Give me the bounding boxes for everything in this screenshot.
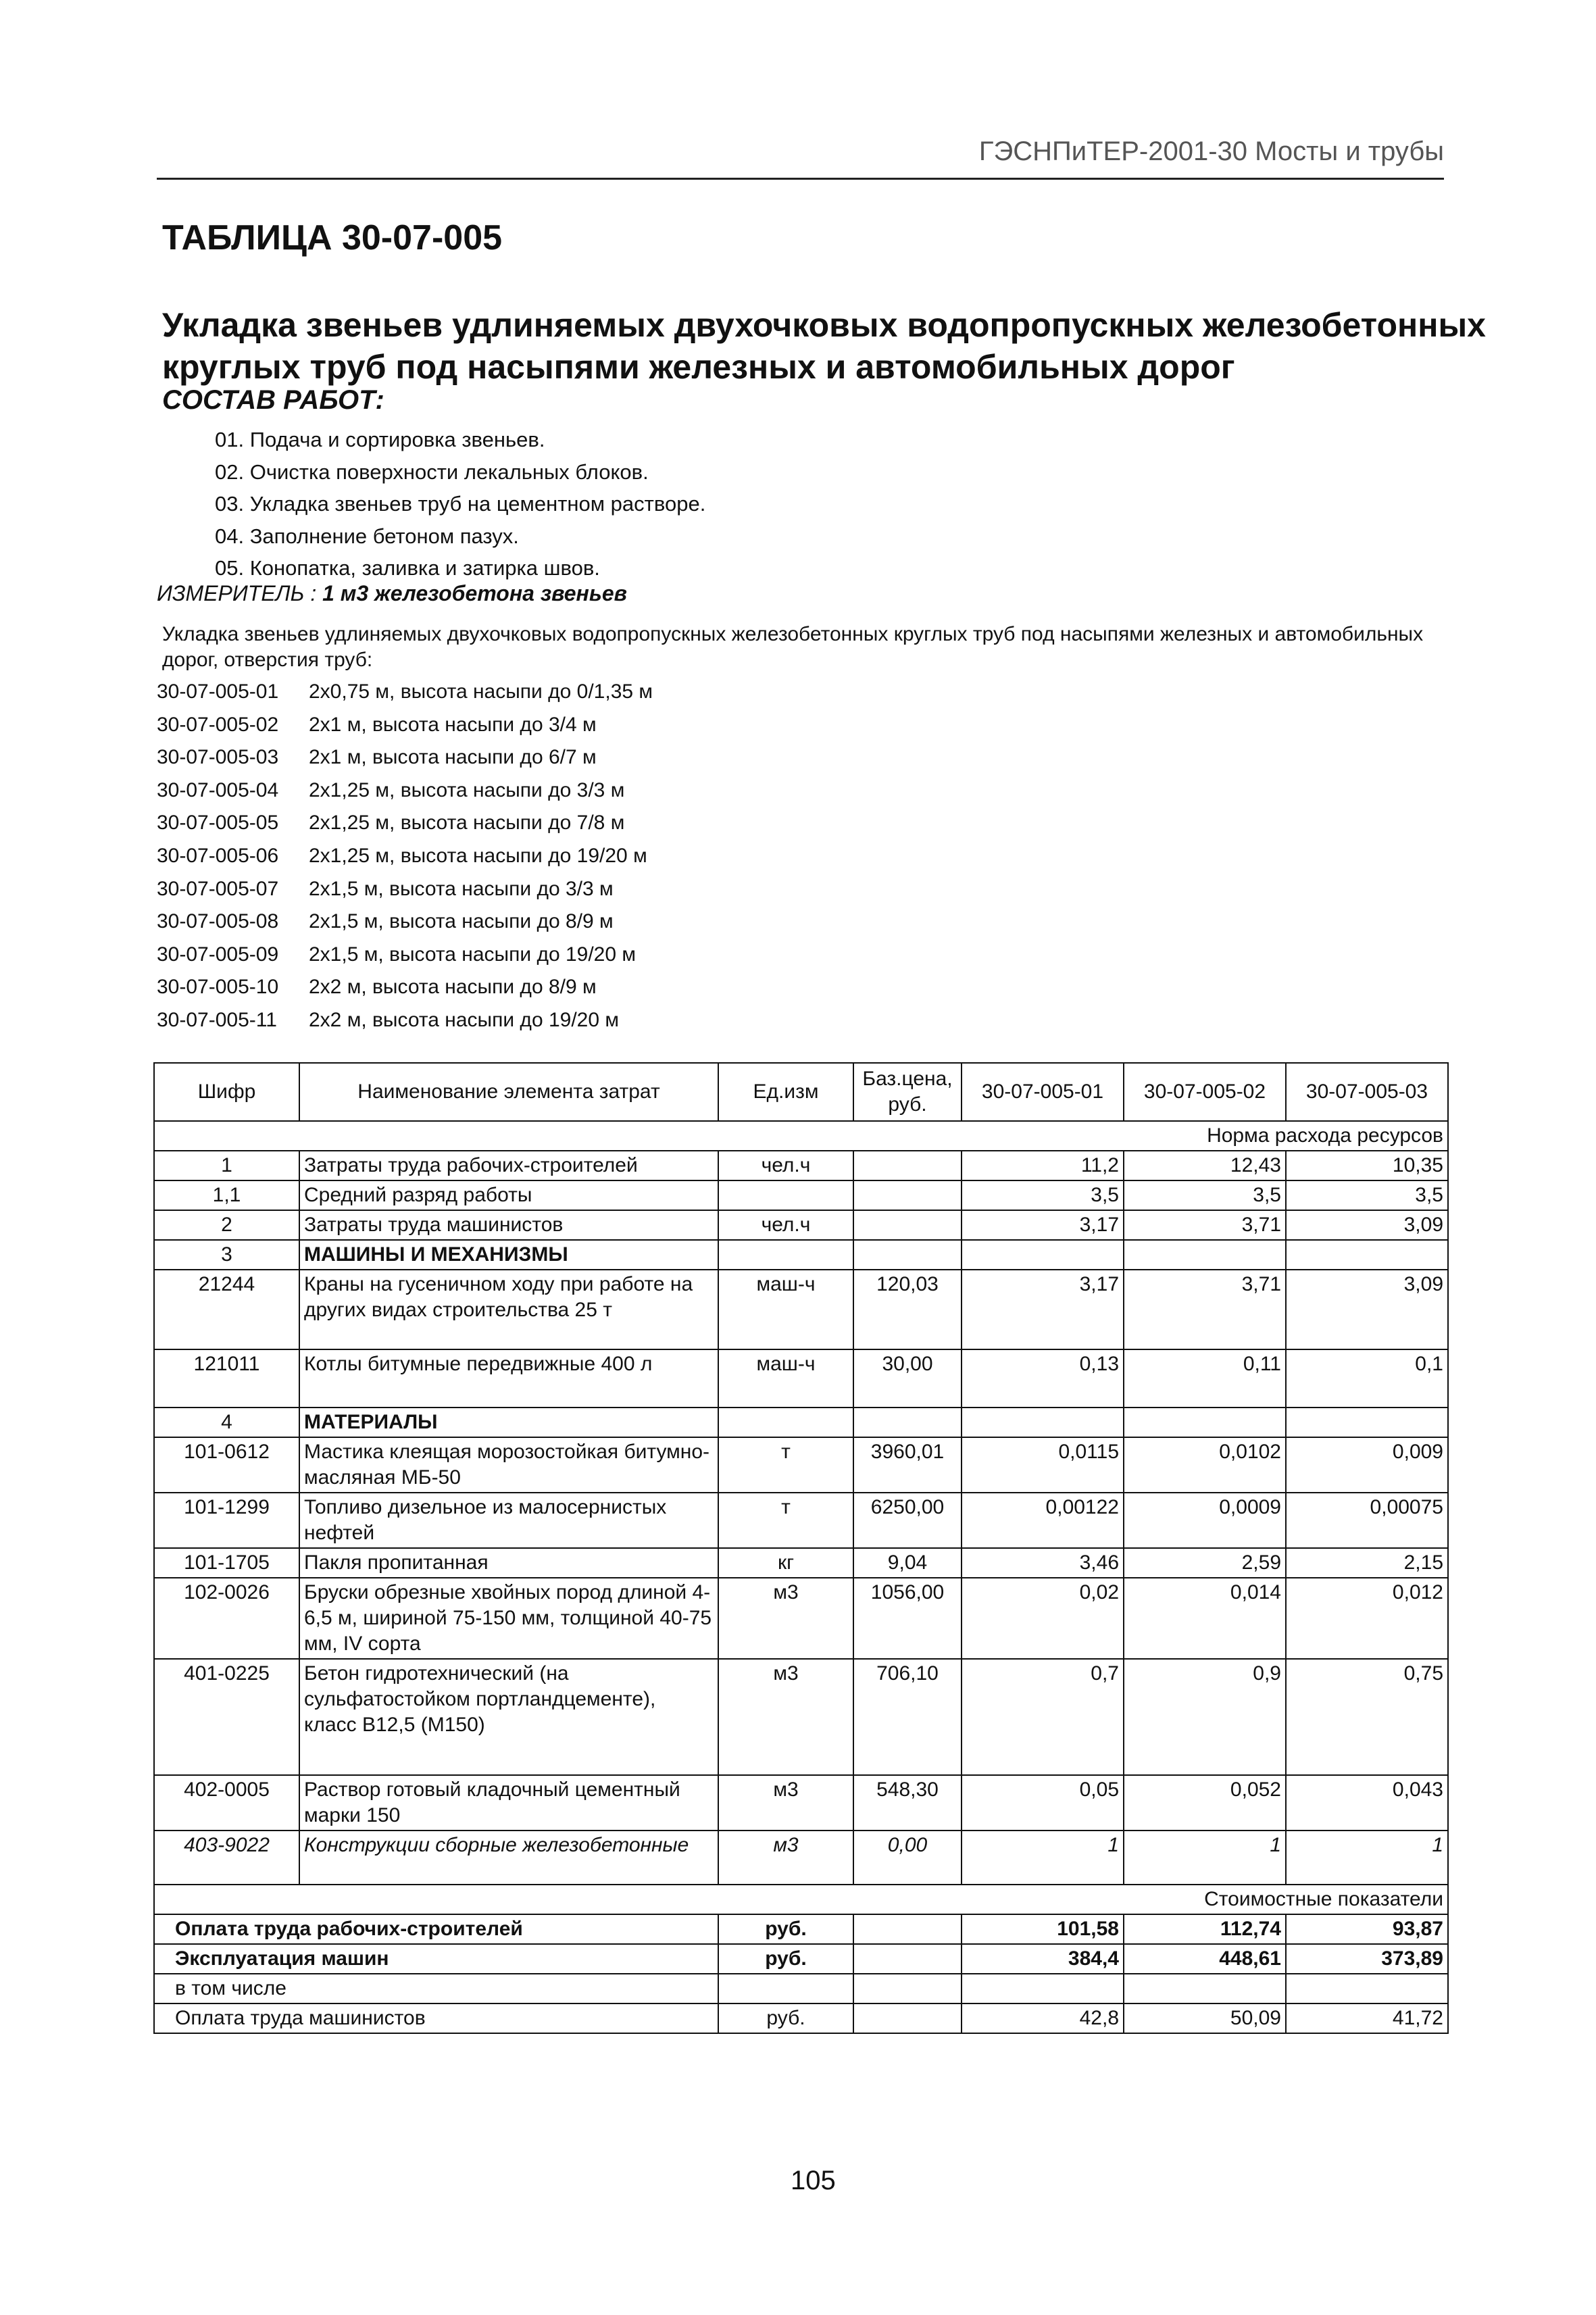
row-value-3: 3,09 xyxy=(1286,1270,1448,1349)
cost-value-2 xyxy=(1124,1974,1286,2003)
code-row xyxy=(157,845,653,878)
row-name: Пакля пропитанная xyxy=(299,1548,718,1578)
row-unit: маш-ч xyxy=(718,1349,853,1408)
row-unit: маш-ч xyxy=(718,1270,853,1349)
code-text: 2х1,25 м, высота насыпи до 3/3 м xyxy=(309,778,625,801)
meter-line xyxy=(157,581,627,606)
row-value-2: 3,71 xyxy=(1124,1210,1286,1240)
row-value-2: 0,052 xyxy=(1124,1775,1286,1831)
row-name: Средний разряд работы xyxy=(299,1180,718,1210)
row-price: 9,04 xyxy=(853,1548,962,1578)
table-header-row xyxy=(154,1063,1448,1121)
row-code: 2 xyxy=(154,1210,299,1240)
cost-value-1: 42,8 xyxy=(962,2003,1124,2033)
code: 30-07-005-07 xyxy=(157,877,279,900)
row-value-3: 1 xyxy=(1286,1831,1448,1885)
row-price: 6250,00 xyxy=(853,1493,962,1548)
row-value-2: 0,0102 xyxy=(1124,1437,1286,1493)
row-unit: кг xyxy=(718,1548,853,1578)
row-value-2: 2,59 xyxy=(1124,1548,1286,1578)
section-label: МАШИНЫ И МЕХАНИЗМЫ xyxy=(299,1240,718,1270)
resource-table xyxy=(153,1062,1449,2034)
row-code: 101-1705 xyxy=(154,1548,299,1578)
row-value-3: 0,00075 xyxy=(1286,1493,1448,1548)
table-row xyxy=(154,1270,1448,1349)
row-value-1: 0,7 xyxy=(962,1659,1124,1775)
row-price: 1056,00 xyxy=(853,1578,962,1659)
row-unit: чел.ч xyxy=(718,1151,853,1180)
row-value-1: 11,2 xyxy=(962,1151,1124,1180)
row-value-1: 0,0115 xyxy=(962,1437,1124,1493)
row-value-1: 3,17 xyxy=(962,1210,1124,1240)
row-unit: чел.ч xyxy=(718,1210,853,1240)
row-code: 102-0026 xyxy=(154,1578,299,1659)
table-row xyxy=(154,1659,1448,1775)
row-value-2: 0,11 xyxy=(1124,1349,1286,1408)
code-text: 2х0,75 м, высота насыпи до 0/1,35 м xyxy=(309,680,653,703)
row-value-3: 0,75 xyxy=(1286,1659,1448,1775)
code-row xyxy=(157,1009,653,1042)
work-item: 03. Укладка звеньев труб на цементном растворе. xyxy=(215,492,706,516)
row-value-2: 3,5 xyxy=(1124,1180,1286,1210)
cost-row xyxy=(154,2003,1448,2033)
table-row xyxy=(154,1548,1448,1578)
table-row xyxy=(154,1151,1448,1180)
cost-value-1 xyxy=(962,1974,1124,2003)
works-list xyxy=(215,424,705,584)
row-value-3: 0,012 xyxy=(1286,1578,1448,1659)
code-text: 2х1,5 м, высота насыпи до 3/3 м xyxy=(309,877,614,900)
cost-row xyxy=(154,1974,1448,2003)
table-row xyxy=(154,1831,1448,1885)
code-row xyxy=(157,812,653,845)
work-item: 04. Заполнение бетоном пазух. xyxy=(215,524,519,548)
cost-unit: руб. xyxy=(718,2003,853,2033)
row-value-1: 3,17 xyxy=(962,1270,1124,1349)
cost-label: Стоимостные показатели xyxy=(154,1885,1448,1914)
cost-unit: руб. xyxy=(718,1944,853,1974)
cost-name: Эксплуатация машин xyxy=(154,1944,718,1974)
row-value-1: 3,46 xyxy=(962,1548,1124,1578)
code: 30-07-005-09 xyxy=(157,943,279,966)
row-unit: м3 xyxy=(718,1659,853,1775)
code: 30-07-005-02 xyxy=(157,713,279,736)
cost-row xyxy=(154,1944,1448,1974)
codes-list xyxy=(157,680,653,1042)
row-price xyxy=(853,1180,962,1210)
code-text: 2х2 м, высота насыпи до 19/20 м xyxy=(309,1008,619,1031)
cost-value-1: 101,58 xyxy=(962,1914,1124,1944)
code: 30-07-005-06 xyxy=(157,844,279,867)
table-title: ТАБЛИЦА 30-07-005 xyxy=(162,218,503,257)
row-code: 21244 xyxy=(154,1270,299,1349)
cost-value-1: 384,4 xyxy=(962,1944,1124,1974)
meter-label: ИЗМЕРИТЕЛЬ : xyxy=(157,581,317,605)
row-unit: м3 xyxy=(718,1831,853,1885)
row-value-3: 3,5 xyxy=(1286,1180,1448,1210)
row-value-2: 3,71 xyxy=(1124,1270,1286,1349)
row-value-1: 0,00122 xyxy=(962,1493,1124,1548)
row-code: 101-1299 xyxy=(154,1493,299,1548)
row-price: 30,00 xyxy=(853,1349,962,1408)
code: 30-07-005-05 xyxy=(157,812,279,835)
row-name: Топливо дизельное из малосернистых нефтей xyxy=(299,1493,718,1548)
code-text: 2х1,25 м, высота насыпи до 7/8 м xyxy=(309,812,625,835)
row-value-3: 2,15 xyxy=(1286,1548,1448,1578)
section-label: МАТЕРИАЛЫ xyxy=(299,1408,718,1437)
code: 30-07-005-11 xyxy=(157,1008,277,1031)
section-row xyxy=(154,1408,1448,1437)
row-value-3: 0,009 xyxy=(1286,1437,1448,1493)
row-value-2: 0,0009 xyxy=(1124,1493,1286,1548)
cost-value-3: 41,72 xyxy=(1286,2003,1448,2033)
cost-name: Оплата труда рабочих-строителей xyxy=(154,1914,718,1944)
code: 30-07-005-03 xyxy=(157,746,279,769)
cost-name: в том числе xyxy=(154,1974,718,2003)
cost-label-row xyxy=(154,1885,1448,1914)
code-text: 2х1 м, высота насыпи до 6/7 м xyxy=(309,746,597,769)
cost-row xyxy=(154,1914,1448,1944)
header-cell: 30-07-005-02 xyxy=(1124,1063,1286,1121)
cost-unit xyxy=(718,1974,853,2003)
row-value-1: 3,5 xyxy=(962,1180,1124,1210)
row-code: 1 xyxy=(154,1151,299,1180)
row-value-1: 0,13 xyxy=(962,1349,1124,1408)
code-row xyxy=(157,910,653,943)
header-cell: 30-07-005-01 xyxy=(962,1063,1124,1121)
running-title: ГЭСНПиТЕР-2001-30 Мосты и трубы xyxy=(978,136,1444,166)
main-title: Укладка звеньев удлиняемых двухочковых водопропускных железобетонных круглых труб под насыпями железных и автомобильных дорог xyxy=(162,306,1486,386)
code-row xyxy=(157,714,653,747)
code-text: 2х2 м, высота насыпи до 8/9 м xyxy=(309,976,597,999)
row-unit: т xyxy=(718,1437,853,1493)
header-cell: Ед.изм xyxy=(718,1063,853,1121)
cost-value-2: 50,09 xyxy=(1124,2003,1286,2033)
header-cell: Наименование элемента затрат xyxy=(299,1063,718,1121)
row-value-2: 1 xyxy=(1124,1831,1286,1885)
code: 30-07-005-10 xyxy=(157,976,279,999)
code-text: 2х1 м, высота насыпи до 3/4 м xyxy=(309,713,597,736)
row-unit xyxy=(718,1180,853,1210)
row-name: Краны на гусеничном ходу при работе на других видах строительства 25 т xyxy=(299,1270,718,1349)
code-row xyxy=(157,746,653,779)
row-name: Бетон гидротехнический (на сульфатостойком портландцементе), класс В12,5 (М150) xyxy=(299,1659,718,1775)
row-name: Раствор готовый кладочный цементный марки 150 xyxy=(299,1775,718,1831)
norm-label-row xyxy=(154,1121,1448,1151)
cost-value-3: 93,87 xyxy=(1286,1914,1448,1944)
cost-name: Оплата труда машинистов xyxy=(154,2003,718,2033)
header-cell: Баз.цена, руб. xyxy=(853,1063,962,1121)
cost-value-2: 448,61 xyxy=(1124,1944,1286,1974)
table-row xyxy=(154,1578,1448,1659)
code-row xyxy=(157,976,653,1009)
cost-value-3 xyxy=(1286,1974,1448,2003)
code: 30-07-005-01 xyxy=(157,680,279,703)
row-code: 101-0612 xyxy=(154,1437,299,1493)
table-row xyxy=(154,1180,1448,1210)
code-row xyxy=(157,878,653,911)
row-code: 403-9022 xyxy=(154,1831,299,1885)
row-name: Затраты труда рабочих-строителей xyxy=(299,1151,718,1180)
row-value-2: 0,014 xyxy=(1124,1578,1286,1659)
row-price: 548,30 xyxy=(853,1775,962,1831)
row-price: 706,10 xyxy=(853,1659,962,1775)
work-item: 01. Подача и сортировка звеньев. xyxy=(215,428,545,451)
row-value-2: 0,9 xyxy=(1124,1659,1286,1775)
row-price xyxy=(853,1151,962,1180)
code-row xyxy=(157,779,653,812)
table-row xyxy=(154,1775,1448,1831)
row-value-1: 0,02 xyxy=(962,1578,1124,1659)
cost-value-3: 373,89 xyxy=(1286,1944,1448,1974)
row-name: Затраты труда машинистов xyxy=(299,1210,718,1240)
table-row xyxy=(154,1210,1448,1240)
row-value-2: 12,43 xyxy=(1124,1151,1286,1180)
row-value-1: 0,05 xyxy=(962,1775,1124,1831)
row-value-3: 3,09 xyxy=(1286,1210,1448,1240)
code: 30-07-005-04 xyxy=(157,778,279,801)
works-heading: СОСТАВ РАБОТ: xyxy=(162,385,384,415)
row-unit: м3 xyxy=(718,1775,853,1831)
row-code: 402-0005 xyxy=(154,1775,299,1831)
section-code: 3 xyxy=(154,1240,299,1270)
row-price xyxy=(853,1210,962,1240)
work-item: 02. Очистка поверхности лекальных блоков. xyxy=(215,459,649,484)
row-name: Конструкции сборные железобетонные xyxy=(299,1831,718,1885)
row-price: 0,00 xyxy=(853,1831,962,1885)
code-text: 2х1,5 м, высота насыпи до 19/20 м xyxy=(309,943,637,966)
header-cell: Шифр xyxy=(154,1063,299,1121)
code-row xyxy=(157,943,653,976)
norm-label: Норма расхода ресурсов xyxy=(154,1121,1448,1151)
row-value-3: 0,1 xyxy=(1286,1349,1448,1408)
row-unit: т xyxy=(718,1493,853,1548)
row-price: 3960,01 xyxy=(853,1437,962,1493)
section-code: 4 xyxy=(154,1408,299,1437)
row-unit: м3 xyxy=(718,1578,853,1659)
page-number: 105 xyxy=(791,2166,836,2195)
meter-value: 1 м3 железобетона звеньев xyxy=(322,581,627,605)
row-value-3: 10,35 xyxy=(1286,1151,1448,1180)
section-row xyxy=(154,1240,1448,1270)
header-cell: 30-07-005-03 xyxy=(1286,1063,1448,1121)
row-code: 401-0225 xyxy=(154,1659,299,1775)
work-item: 05. Конопатка, заливка и затирка швов. xyxy=(215,556,600,580)
row-value-3: 0,043 xyxy=(1286,1775,1448,1831)
code-row xyxy=(157,680,653,714)
cost-unit: руб. xyxy=(718,1914,853,1944)
row-price: 120,03 xyxy=(853,1270,962,1349)
row-value-1: 1 xyxy=(962,1831,1124,1885)
row-name: Котлы битумные передвижные 400 л xyxy=(299,1349,718,1408)
code-text: 2х1,5 м, высота насыпи до 8/9 м xyxy=(309,910,614,933)
code: 30-07-005-08 xyxy=(157,910,279,933)
code-text: 2х1,25 м, высота насыпи до 19/20 м xyxy=(309,844,647,867)
row-code: 121011 xyxy=(154,1349,299,1408)
table-row xyxy=(154,1493,1448,1548)
row-name: Мастика клеящая морозостойкая битумно-масляная МБ-50 xyxy=(299,1437,718,1493)
cost-value-2: 112,74 xyxy=(1124,1914,1286,1944)
table-row xyxy=(154,1349,1448,1408)
table-row xyxy=(154,1437,1448,1493)
description: Укладка звеньев удлиняемых двухочковых водопропускных железобетонных круглых труб под насыпями железных и автомобильных дорог, отверстия труб: xyxy=(162,623,1424,671)
row-name: Бруски обрезные хвойных пород длиной 4-6,5 м, шириной 75-150 мм, толщиной 40-75 мм, IV сорта xyxy=(299,1578,718,1659)
row-code: 1,1 xyxy=(154,1180,299,1210)
header-rule xyxy=(157,178,1444,180)
